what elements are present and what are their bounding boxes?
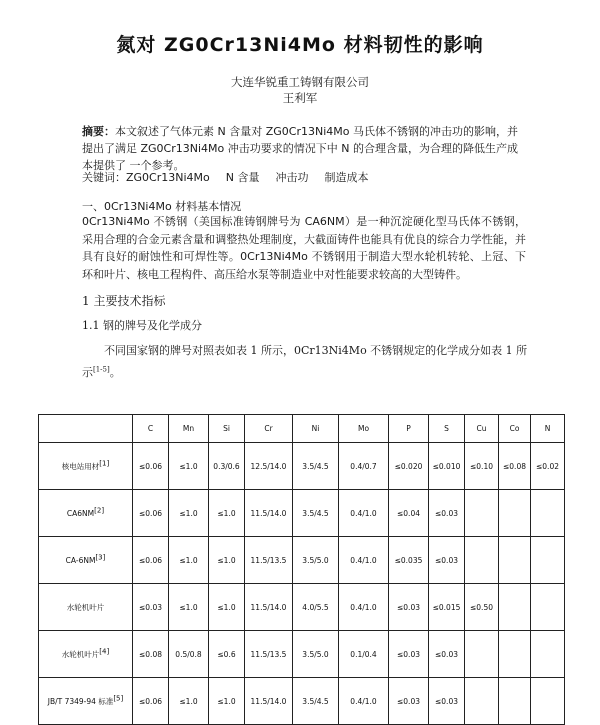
table-row <box>39 631 565 678</box>
row-label-text: CA-6NM <box>65 555 96 565</box>
paragraph-text: 不同国家钢的牌号对照表如表 1 所示，0Cr13Ni4Mo 不锈钢规定的化学成分如表 1 所示 <box>82 344 528 379</box>
abstract-label: 摘要： <box>82 125 115 138</box>
keyword: 制造成本 <box>324 171 369 184</box>
table-cell: 0.4/1.0 <box>339 537 389 584</box>
table-cell: 0.5/0.8 <box>169 631 209 678</box>
table-cell: ≤0.06 <box>133 443 169 490</box>
row-label-text: 核电站用材 <box>61 461 100 471</box>
affiliation: 大连华锐重工铸钢有限公司 <box>231 75 369 89</box>
table-cell <box>531 584 565 631</box>
citation-ref: [2] <box>94 506 105 514</box>
table-row <box>39 443 565 490</box>
table-cell <box>531 631 565 678</box>
citation-ref: [4] <box>99 647 110 655</box>
table-corner-cell <box>39 415 133 443</box>
row-label-text: JB/T 7349-94 标准 <box>47 696 114 706</box>
table-cell <box>465 678 499 725</box>
table-cell: ≤0.08 <box>499 443 531 490</box>
row-label-text: 水轮机叶片 <box>61 649 100 659</box>
body-paragraph <box>82 340 528 384</box>
row-label <box>39 584 133 631</box>
keywords-label: 关键词： <box>82 171 126 184</box>
column-header: Mn <box>169 415 209 443</box>
table-cell: 3.5/4.5 <box>293 443 339 490</box>
table-cell: ≤0.03 <box>389 584 429 631</box>
table-cell: ≤0.010 <box>429 443 465 490</box>
table-cell: ≤0.10 <box>465 443 499 490</box>
column-header: Co <box>499 415 531 443</box>
table-cell <box>465 631 499 678</box>
table-cell: 0.4/0.7 <box>339 443 389 490</box>
table-cell: ≤0.015 <box>429 584 465 631</box>
table-cell: 4.0/5.5 <box>293 584 339 631</box>
table-cell: 11.5/14.0 <box>245 490 293 537</box>
row-label <box>39 490 133 537</box>
row-label-text: 水轮机叶片 <box>66 602 105 612</box>
table-cell: 12.5/14.0 <box>245 443 293 490</box>
table-row <box>39 537 565 584</box>
table-cell <box>465 537 499 584</box>
table-cell: 3.5/5.0 <box>293 631 339 678</box>
table-cell: ≤1.0 <box>209 678 245 725</box>
citation-ref: [5] <box>113 694 124 702</box>
table-cell: 0.4/1.0 <box>339 584 389 631</box>
table-cell <box>531 537 565 584</box>
table-cell: ≤0.03 <box>429 490 465 537</box>
table-cell: 0.1/0.4 <box>339 631 389 678</box>
table-cell: 3.5/4.5 <box>293 490 339 537</box>
citation-ref: [1-5] <box>93 365 110 374</box>
table-cell <box>499 678 531 725</box>
table-cell: ≤0.03 <box>429 537 465 584</box>
column-header: Cr <box>245 415 293 443</box>
table-cell: ≤1.0 <box>169 584 209 631</box>
table-cell: ≤0.03 <box>429 678 465 725</box>
column-header: Mo <box>339 415 389 443</box>
table-cell: ≤0.02 <box>531 443 565 490</box>
column-header: Cu <box>465 415 499 443</box>
table-cell: ≤0.06 <box>133 490 169 537</box>
table-cell: ≤0.03 <box>389 631 429 678</box>
table-cell <box>465 490 499 537</box>
table-cell: 11.5/13.5 <box>245 537 293 584</box>
row-label <box>39 678 133 725</box>
abstract-text: 本文叙述了气体元素 N 含量对 ZG0Cr13Ni4Mo 马氏体不锈钢的冲击功的影响，并提出了满足 ZG0Cr13Ni4Mo 冲击功要求的情况下中 N 的合理含量，为合理的降低生产成本提供了 一个参考。 <box>82 125 518 172</box>
paper-title: 氮对 ZG0Cr13Ni4Mo 材料韧性的影响 <box>116 34 484 56</box>
heading-1: 1 主要技术指标 <box>82 294 166 308</box>
row-label <box>39 537 133 584</box>
table-cell <box>531 490 565 537</box>
row-label <box>39 443 133 490</box>
table-header-row <box>39 415 565 443</box>
table-cell: ≤0.06 <box>133 537 169 584</box>
paragraph-end: 。 <box>109 366 121 379</box>
table-cell: ≤1.0 <box>209 584 245 631</box>
table-cell <box>499 490 531 537</box>
table-cell: ≤1.0 <box>169 443 209 490</box>
table-cell <box>499 631 531 678</box>
citation-ref: [3] <box>95 553 106 561</box>
section-text: 0Cr13Ni4Mo 不锈钢（美国标准铸钢牌号为 CA6NM）是一种沉淀硬化型马氏体不锈钢，采用合理的合金元素含量和调整热处理制度，大截面铸件也能具有优良的综合力学性能，并具有良好的耐蚀性和可焊性等。0Cr13Ni4Mo 不锈钢用于制造大型水轮机转轮、上冠、下环和叶片、核电工程构件、高压给水泵等制造业中对性能要求较高的大型铸件。 <box>82 215 526 281</box>
table-cell: ≤0.035 <box>389 537 429 584</box>
keyword: 冲击功 <box>275 171 309 184</box>
table-cell: ≤0.50 <box>465 584 499 631</box>
table-cell: 11.5/14.0 <box>245 678 293 725</box>
table-cell: 0.3/0.6 <box>209 443 245 490</box>
table-cell: ≤0.6 <box>209 631 245 678</box>
citation-ref: [1] <box>99 459 110 467</box>
table-cell: ≤1.0 <box>209 537 245 584</box>
table-cell: 0.4/1.0 <box>339 490 389 537</box>
keywords <box>82 170 522 186</box>
column-header: S <box>429 415 465 443</box>
table-row <box>39 678 565 725</box>
table-cell: 3.5/5.0 <box>293 537 339 584</box>
table-cell: ≤0.03 <box>389 678 429 725</box>
table-cell: ≤0.020 <box>389 443 429 490</box>
table-cell: 11.5/13.5 <box>245 631 293 678</box>
row-label <box>39 631 133 678</box>
table-cell: ≤1.0 <box>209 490 245 537</box>
table-cell <box>499 584 531 631</box>
column-header: Si <box>209 415 245 443</box>
column-header: P <box>389 415 429 443</box>
table-cell <box>531 678 565 725</box>
column-header: Ni <box>293 415 339 443</box>
heading-1-1: 1.1 钢的牌号及化学成分 <box>82 319 202 332</box>
table-cell: ≤0.03 <box>429 631 465 678</box>
table-cell: ≤0.04 <box>389 490 429 537</box>
chemical-composition-table <box>38 414 565 725</box>
table-cell: 0.4/1.0 <box>339 678 389 725</box>
keyword: N 含量 <box>225 171 260 184</box>
keyword: ZG0Cr13Ni4Mo <box>126 171 210 184</box>
row-label-text: CA6NM <box>66 508 95 518</box>
table-row <box>39 490 565 537</box>
column-header: C <box>133 415 169 443</box>
table-cell: ≤1.0 <box>169 490 209 537</box>
table-cell: ≤0.06 <box>133 678 169 725</box>
table-cell: 3.5/4.5 <box>293 678 339 725</box>
author-name: 王利军 <box>282 91 318 105</box>
table-cell: 11.5/14.0 <box>245 584 293 631</box>
section-heading: 一、0Cr13Ni4Mo 材料基本情况 <box>82 200 242 213</box>
table-cell <box>499 537 531 584</box>
table-cell: ≤1.0 <box>169 678 209 725</box>
abstract <box>82 123 522 174</box>
table-cell: ≤1.0 <box>169 537 209 584</box>
column-header: N <box>531 415 565 443</box>
table-row <box>39 584 565 631</box>
table-cell: ≤0.03 <box>133 584 169 631</box>
table-cell: ≤0.08 <box>133 631 169 678</box>
